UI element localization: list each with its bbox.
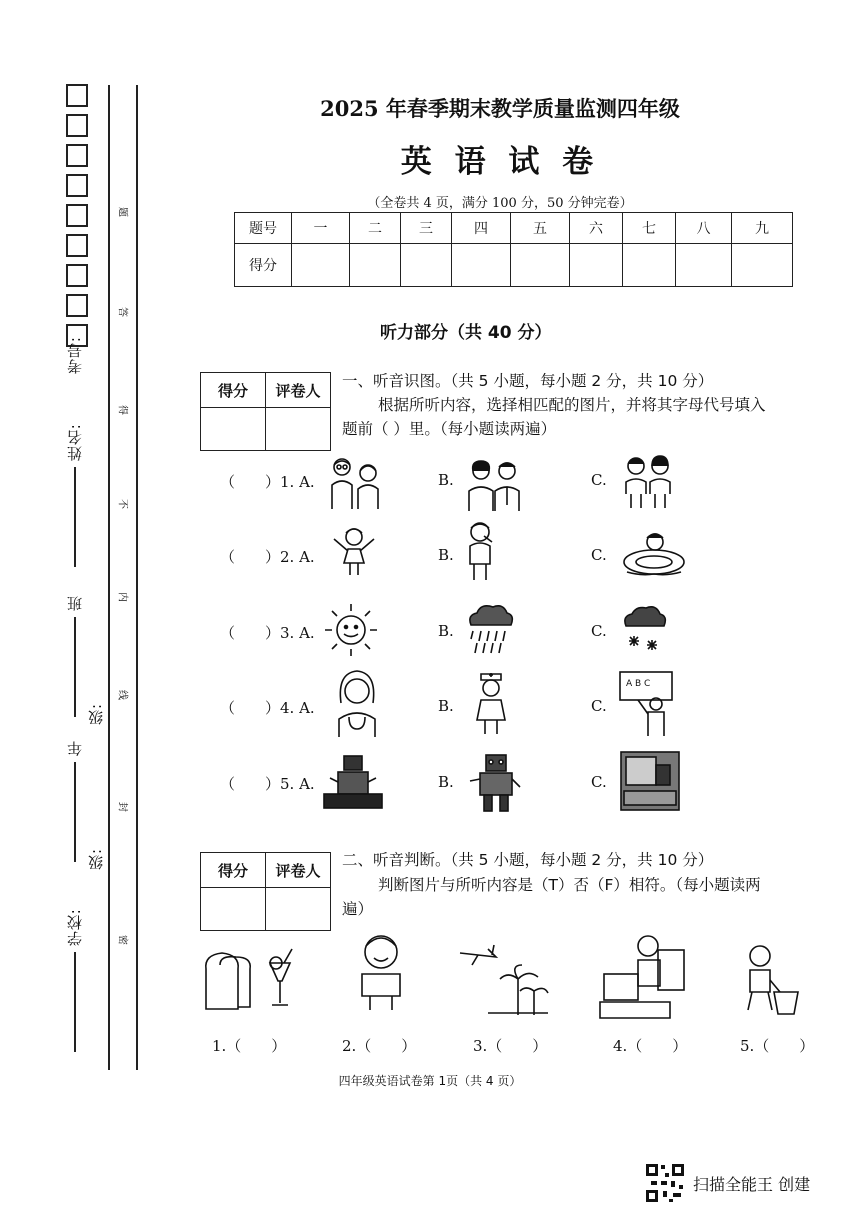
score-cell[interactable] — [201, 408, 266, 451]
option-c-label: C. — [591, 773, 607, 791]
boy-brushing-teeth-icon — [462, 520, 498, 584]
grader-box-2 — [200, 852, 331, 931]
page-footer: 四年级英语试卷第 1页（共 4 页） — [338, 1074, 522, 1088]
score-cell[interactable] — [452, 244, 511, 287]
grade-field[interactable] — [64, 740, 106, 870]
score-col: 四 — [452, 213, 511, 244]
parents-icon — [463, 457, 525, 511]
option-b-label: B. — [438, 471, 454, 489]
seal-char: 内 — [118, 589, 129, 601]
score-col: 三 — [401, 213, 452, 244]
snowy-icon — [620, 604, 670, 656]
score-cell[interactable] — [511, 244, 570, 287]
name-label: 姓名: — [66, 423, 84, 462]
option-c-label: C. — [591, 471, 607, 489]
judge-item-2[interactable]: 2.（ ） — [342, 1037, 417, 1055]
name-underline — [74, 467, 76, 567]
school-underline — [74, 952, 76, 1052]
grandparents-icon — [324, 455, 386, 511]
judge-item-3[interactable]: 3.（ ） — [473, 1037, 548, 1055]
seal-char: 不 — [118, 496, 129, 508]
doctor-icon — [331, 667, 383, 737]
score-col: 七 — [623, 213, 676, 244]
boy-laughing-icon — [352, 930, 410, 1014]
swimming-icon — [621, 528, 687, 578]
score-table-header-label: 题号 — [235, 213, 292, 244]
score-cell[interactable] — [676, 244, 732, 287]
seal-char: 密 — [118, 932, 129, 944]
score-table — [234, 212, 793, 287]
school-field[interactable] — [64, 900, 85, 1060]
robot-singing-icon — [466, 751, 524, 813]
qr-code-icon — [645, 1163, 685, 1203]
grader-box-1 — [200, 372, 331, 451]
score-label: 得分 — [201, 853, 266, 888]
children-icon — [622, 454, 674, 510]
question-5-label[interactable]: （ ）5. A. — [220, 775, 315, 793]
scanner-brand: 扫描全能王 创建 — [693, 1175, 811, 1194]
option-c-label: C. — [591, 546, 607, 564]
binding-line-left — [108, 85, 110, 1070]
question-2-label[interactable]: （ ）2. A. — [220, 548, 315, 566]
teacher-icon — [618, 670, 676, 736]
score-cell[interactable] — [292, 244, 350, 287]
seal-char: 题 — [118, 204, 129, 216]
robot-in-room-icon — [620, 751, 680, 811]
score-col: 五 — [511, 213, 570, 244]
grader-label: 评卷人 — [266, 853, 331, 888]
score-cell[interactable] — [401, 244, 452, 287]
bread-and-juice-icon — [200, 945, 296, 1015]
grader-label: 评卷人 — [266, 373, 331, 408]
svg-text:A B C: A B C — [626, 679, 651, 689]
class-field[interactable] — [64, 595, 106, 725]
exam-number-label: 考号: — [66, 336, 84, 375]
seal-char: 得 — [118, 402, 129, 414]
part1-heading: 一、听音识图。（共 5 小题，每小题 2 分，共 10 分） — [342, 372, 714, 390]
part2-instruction: 遍） — [342, 900, 374, 918]
score-cell[interactable] — [623, 244, 676, 287]
sunny-icon — [322, 601, 380, 659]
grade-underline — [74, 762, 76, 862]
exam-subject-title: 英 语 试 卷 — [400, 144, 600, 180]
exam-number-boxes[interactable] — [66, 84, 88, 354]
seal-char: 答 — [118, 304, 129, 316]
part1-instruction: 根据所听内容，选择相匹配的图片，并将其字母代号填入 — [378, 396, 766, 414]
score-col: 九 — [732, 213, 793, 244]
question-1-label[interactable]: （ ）1. A. — [220, 473, 315, 491]
part1-instruction: 题前（ ）里。（每小题读两遍） — [342, 420, 557, 438]
judge-item-5[interactable]: 5.（ ） — [740, 1037, 815, 1055]
score-col: 八 — [676, 213, 732, 244]
option-b-label: B. — [438, 622, 454, 640]
class-label: 班级: — [66, 595, 105, 725]
school-label: 学校: — [66, 908, 84, 947]
part2-heading: 二、听音判断。（共 5 小题，每小题 2 分，共 10 分） — [342, 851, 714, 869]
exam-title: 2025 年春季期末教学质量监测四年级 — [320, 96, 680, 121]
question-4-label[interactable]: （ ）4. A. — [220, 699, 315, 717]
exam-note: （全卷共 4 页，满分 100 分，50 分钟完卷） — [367, 196, 633, 211]
score-col: 一 — [292, 213, 350, 244]
option-c-label: C. — [591, 622, 607, 640]
score-cell[interactable] — [570, 244, 623, 287]
score-col: 六 — [570, 213, 623, 244]
score-col: 二 — [350, 213, 401, 244]
option-b-label: B. — [438, 697, 454, 715]
option-b-label: B. — [438, 546, 454, 564]
option-c-label: C. — [591, 697, 607, 715]
grader-cell[interactable] — [266, 408, 331, 451]
score-label: 得分 — [201, 373, 266, 408]
boy-with-bucket-icon — [738, 940, 802, 1020]
judge-item-1[interactable]: 1.（ ） — [212, 1037, 287, 1055]
listening-section-title: 听力部分（共 40 分） — [380, 323, 552, 343]
score-table-row-label: 得分 — [235, 244, 292, 287]
score-cell[interactable] — [201, 888, 266, 931]
woman-at-computer-icon — [598, 930, 686, 1020]
seal-char: 线 — [118, 687, 129, 699]
option-b-label: B. — [438, 773, 454, 791]
grader-cell[interactable] — [266, 888, 331, 931]
rainy-icon — [463, 603, 517, 657]
beach-plane-icon — [458, 935, 550, 1017]
grade-label: 年级: — [66, 740, 105, 870]
judge-item-4[interactable]: 4.（ ） — [613, 1037, 688, 1055]
score-cell[interactable] — [732, 244, 793, 287]
nurse-icon — [469, 670, 513, 736]
class-underline — [74, 617, 76, 717]
dancing-girl-icon — [330, 525, 378, 579]
question-3-label[interactable]: （ ）3. A. — [220, 624, 315, 642]
score-cell[interactable] — [350, 244, 401, 287]
seal-char: 封 — [118, 799, 129, 811]
binding-line-right — [136, 85, 138, 1070]
name-field[interactable] — [64, 405, 85, 575]
robot-with-laptop-icon — [320, 752, 386, 810]
part2-instruction: 判断图片与所听内容是（T）否（F）相符。（每小题读两 — [378, 876, 761, 894]
